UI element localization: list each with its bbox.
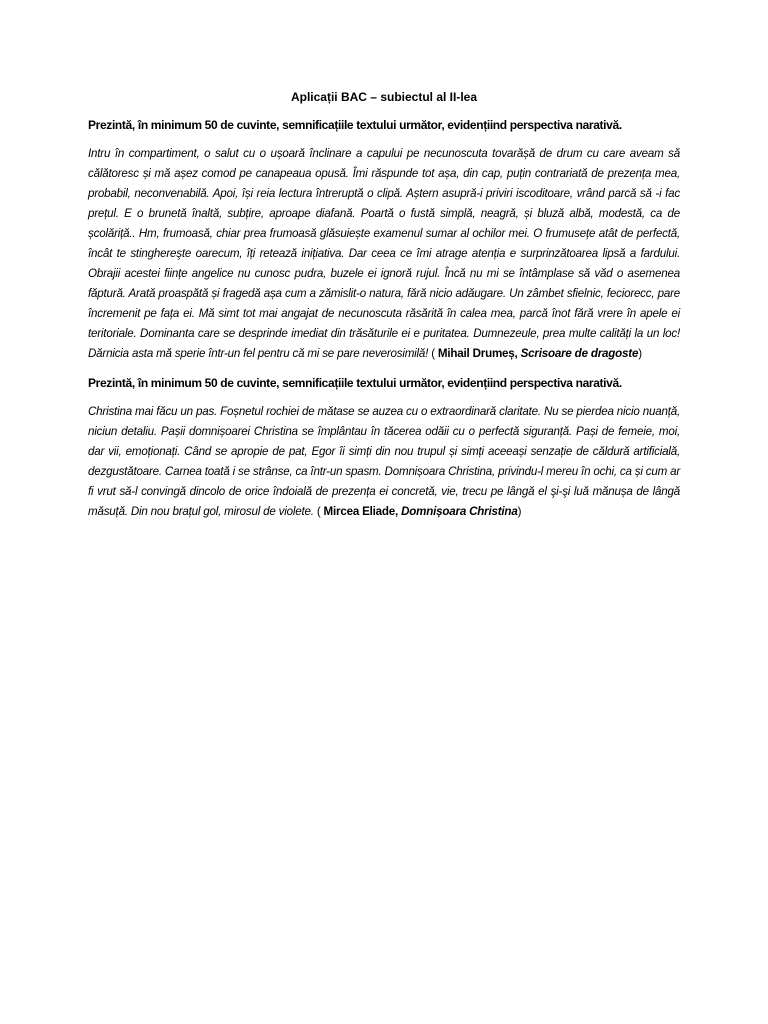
excerpt-2-source bbox=[314, 505, 521, 518]
source-2-open: ( bbox=[313, 505, 324, 518]
source-2-author: Mircea Eliade, bbox=[323, 505, 399, 518]
excerpt-1-text: Intru în compartiment, o salut cu o ușoară înclinare a capului pe necunoscuta tovarășă de drum cu care aveam să călătoresc și mă așez comod pe canapeaua opusă. Îmi răspunde tot așa, din cap, puțin contrariată de prezența mea, probabil, neconvenabilă. Apoi, își reia lectura întreruptă o clipă. Aștern asupră-i priviri iscoditoare, vrând parcă să -i fac prețul. E o brunetă înaltă, subțire, aproape diafană. Poartă o fustă simplă, neagră, și bluză albă, modestă, ca de școlăriță.. Hm, frumoasă, chiar prea frumoasă glăsuiește examenul sumar al ochilor mei. O frumusețe atât de perfectă, încât te stinghereşte oarecum, îți retează inițiativa. Dar ceea ce îmi atrage atenția e surprinzătoarea lipsă a fardului. Obrajii acestei ființe angelice nu cunosc pudra, buzele ei ignoră rujul. Încă nu mi se întâmplase să văd o asemenea făptură. Arată proaspătă și fragedă așa cum a zămislit-o natura, fără nicio adăugare. Un zâmbet sfielnic, feciorесc, pare încremenit pe fața ei. Mă simt tot mai angajat de necunoscuta răsărită în calea mea, parcă înot fără vrere în apele ei teritoriale. Dominanta care se desprinde imediat din trăsăturile ei e puritatea. Dumnezeule, prea multe calități la un loc! Dărnicia asta mă sperie într-un fel pentru că mi se pare neverosimilă! bbox=[88, 147, 680, 360]
source-2-close: ) bbox=[517, 505, 522, 518]
task-prompt-2: Prezintă, în minimum 50 de cuvinte, semnificațiile textului următor, evidențiind perspectiva narativă. bbox=[88, 376, 622, 390]
excerpt-2-text: Christina mai făcu un pas. Foșnetul rochiei de mătase se auzea cu o extraordinară claritate. Nu se pierdea nicio nuanță, niciun detaliu. Pașii domnișoarei Christina se împlântau în tăcerea odăii cu o perfectă siguranță. Pași de femeie, moi, dar vii, emoționați. Când se apropie de pat, Egor îi simți din nou trupul și simți aceeași senzație de căldură artificială, dezgustătoare. Carnea toată i se strânse, ca într-un spasm. Domnișoara Christina, privindu-l mereu în ochi, ca și cum ar fi vrut să-l convingă dincolo de orice îndoială de prezența ei concretă, vie, trecu pe lângă el şi-şi luă mănușa de lângă măsuță. Din nou brațul gol, mirosul de violete. bbox=[88, 405, 680, 518]
source-1-work: Scrisoare de dragoste bbox=[520, 347, 639, 360]
source-1-open: ( bbox=[428, 347, 438, 360]
document-title: Aplicații BAC – subiectul al II-lea bbox=[290, 90, 478, 104]
excerpt-2 bbox=[88, 402, 680, 522]
task-prompt-1: Prezintă, în minimum 50 de cuvinte, semnificațiile textului următor, evidențiind perspectiva narativă. bbox=[88, 118, 622, 132]
document-page bbox=[88, 88, 680, 532]
excerpt-1 bbox=[88, 144, 680, 364]
source-1-close: ) bbox=[638, 347, 642, 360]
source-2-work: Domnișoara Christina bbox=[401, 505, 518, 518]
source-1-author: Mihail Drumeș, bbox=[437, 347, 518, 360]
excerpt-1-source bbox=[428, 347, 642, 360]
